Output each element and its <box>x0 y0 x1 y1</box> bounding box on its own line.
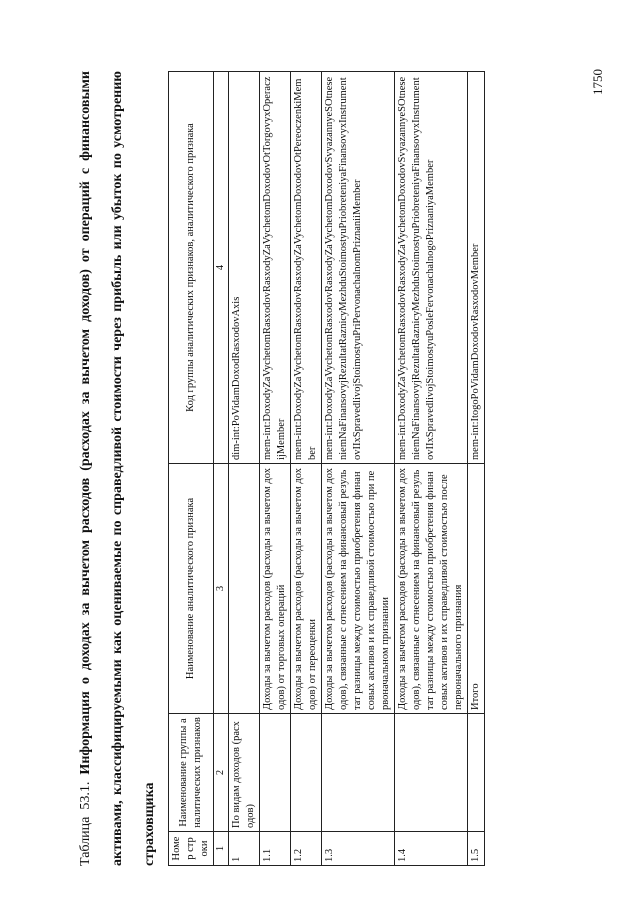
attribute-name: Доходы за вычетом расходов (расходы за вычетом доходов) от переоценки <box>291 464 322 714</box>
attribute-name: Итого <box>468 464 485 714</box>
group-name <box>395 714 468 832</box>
attribute-name <box>229 464 260 714</box>
group-name <box>260 714 291 832</box>
group-name <box>291 714 322 832</box>
header-row <box>169 72 214 866</box>
header-attribute-name: Наименование аналитического признака <box>169 464 214 714</box>
column-number: 2 <box>214 714 229 832</box>
attribute-code: mem-int:DoxodyZaVychetomRasxodovRasxodyZaVychetomDoxodovOtPereoczenkiMember <box>291 72 322 464</box>
table-row <box>291 72 322 866</box>
attribute-code: mem-int:DoxodyZaVychetomRasxodovRasxodyZaVychetomDoxodovOtTorgovyxOperaczijMember <box>260 72 291 464</box>
table-row <box>229 72 260 866</box>
attribute-code: dim-int:PoVidamDoxodRasxodovAxis <box>229 72 260 464</box>
group-name <box>322 714 395 832</box>
caption-prefix: Таблица 53.1. <box>78 781 93 866</box>
column-number: 1 <box>214 832 229 866</box>
row-number: 1.1 <box>260 832 291 866</box>
column-number: 4 <box>214 72 229 464</box>
analytics-table <box>168 71 485 866</box>
rotated-page-content <box>70 71 485 866</box>
column-number-row <box>214 72 229 866</box>
row-number: 1.2 <box>291 832 322 866</box>
table-row <box>395 72 468 866</box>
attribute-code: mem-int:DoxodyZaVychetomRasxodovRasxodyZaVychetomDoxodovSvyazannyeSOtneseniemNaFinansovyjRezultatRaznicyMezhduStoimostyuPriobreteniyaFinansovyxInstrumentovIIxSpravedlivojStoimostyuPosleFervonachalnogoPriznaniyaMember <box>395 72 468 464</box>
group-name: По видам доходов (расходов) <box>229 714 260 832</box>
row-number: 1 <box>229 832 260 866</box>
table-caption <box>70 71 166 866</box>
page-number: 1750 <box>590 69 605 95</box>
attribute-code: mem-int:DoxodyZaVychetomRasxodovRasxodyZaVychetomDoxodovSvyazannyeSOtneseniemNaFinansovyjRezultatRaznicyMezhduStoimostyuPriobreteniyaFinansovyxInstrumentovIIxSpravedlivojStoimostyuPriPervonachalnomPriznaniiMember <box>322 72 395 464</box>
column-number: 3 <box>214 464 229 714</box>
attribute-code: mem-int:ItogoPoVidamDoxodovRasxodovMember <box>468 72 485 464</box>
attribute-name: Доходы за вычетом расходов (расходы за вычетом доходов) от торговых операций <box>260 464 291 714</box>
header-code: Код группы аналитических признаков, аналитического признака <box>169 72 214 464</box>
table-row <box>322 72 395 866</box>
attribute-name: Доходы за вычетом расходов (расходы за вычетом доходов), связанные с отнесением на финансовый результат разницы между стоимостью приобретения финансовых активов и их справедливой стоимостью при первоначальном признании <box>322 464 395 714</box>
attribute-name: Доходы за вычетом расходов (расходы за вычетом доходов), связанные с отнесением на финансовый результат разницы между стоимостью приобретения финансовых активов и их справедливой стоимостью после первоначального признания <box>395 464 468 714</box>
row-number: 1.5 <box>468 832 485 866</box>
table-row <box>468 72 485 866</box>
caption-title: Информация о доходах за вычетом расходов (расходах за вычетом доходов) от операций с финансовыми активами, классифицируемыми как оцениваемые по справедливой стоимости через прибыль или убыток по усмотрению страховщика <box>78 71 157 866</box>
header-group-name: Наименование группы аналитических признаков <box>169 714 214 832</box>
header-row-number: Номер строки <box>169 832 214 866</box>
group-name <box>468 714 485 832</box>
table-row <box>260 72 291 866</box>
row-number: 1.4 <box>395 832 468 866</box>
row-number: 1.3 <box>322 832 395 866</box>
